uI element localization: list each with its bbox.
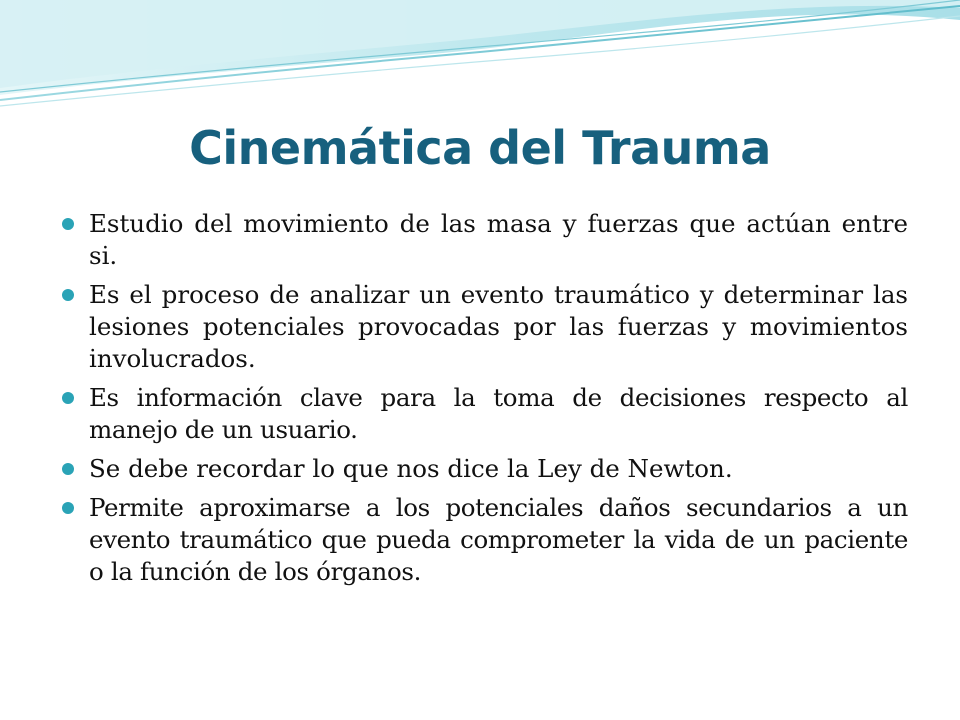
bullet-list bbox=[60, 208, 908, 595]
bullet-dot-icon bbox=[62, 392, 74, 404]
bullet-dot-icon bbox=[62, 218, 74, 230]
bullet-text: Estudio del movimiento de las masa y fuerzas que actúan entre si. bbox=[89, 209, 908, 270]
bullet-text: Se debe recordar lo que nos dice la Ley de Newton. bbox=[89, 454, 733, 483]
bullet-item bbox=[60, 492, 908, 588]
bullet-dot-icon bbox=[62, 463, 74, 475]
bullet-text: Es el proceso de analizar un evento traumático y determinar las lesiones potenciales provocadas por las fuerzas y movimientos involucrados. bbox=[89, 280, 908, 373]
bullet-item bbox=[60, 382, 908, 446]
header-wave-decoration bbox=[0, 0, 960, 110]
bullet-text: Permite aproximarse a los potenciales daños secundarios a un evento traumático que pueda comprometer la vida de un paciente o la función de los órganos. bbox=[89, 493, 908, 586]
bullet-item bbox=[60, 279, 908, 375]
bullet-dot-icon bbox=[62, 289, 74, 301]
bullet-item bbox=[60, 208, 908, 272]
bullet-dot-icon bbox=[62, 502, 74, 514]
bullet-text: Es información clave para la toma de decisiones respecto al manejo de un usuario. bbox=[89, 383, 908, 444]
bullet-item bbox=[60, 453, 908, 485]
slide-title: Cinemática del Trauma bbox=[189, 121, 771, 175]
